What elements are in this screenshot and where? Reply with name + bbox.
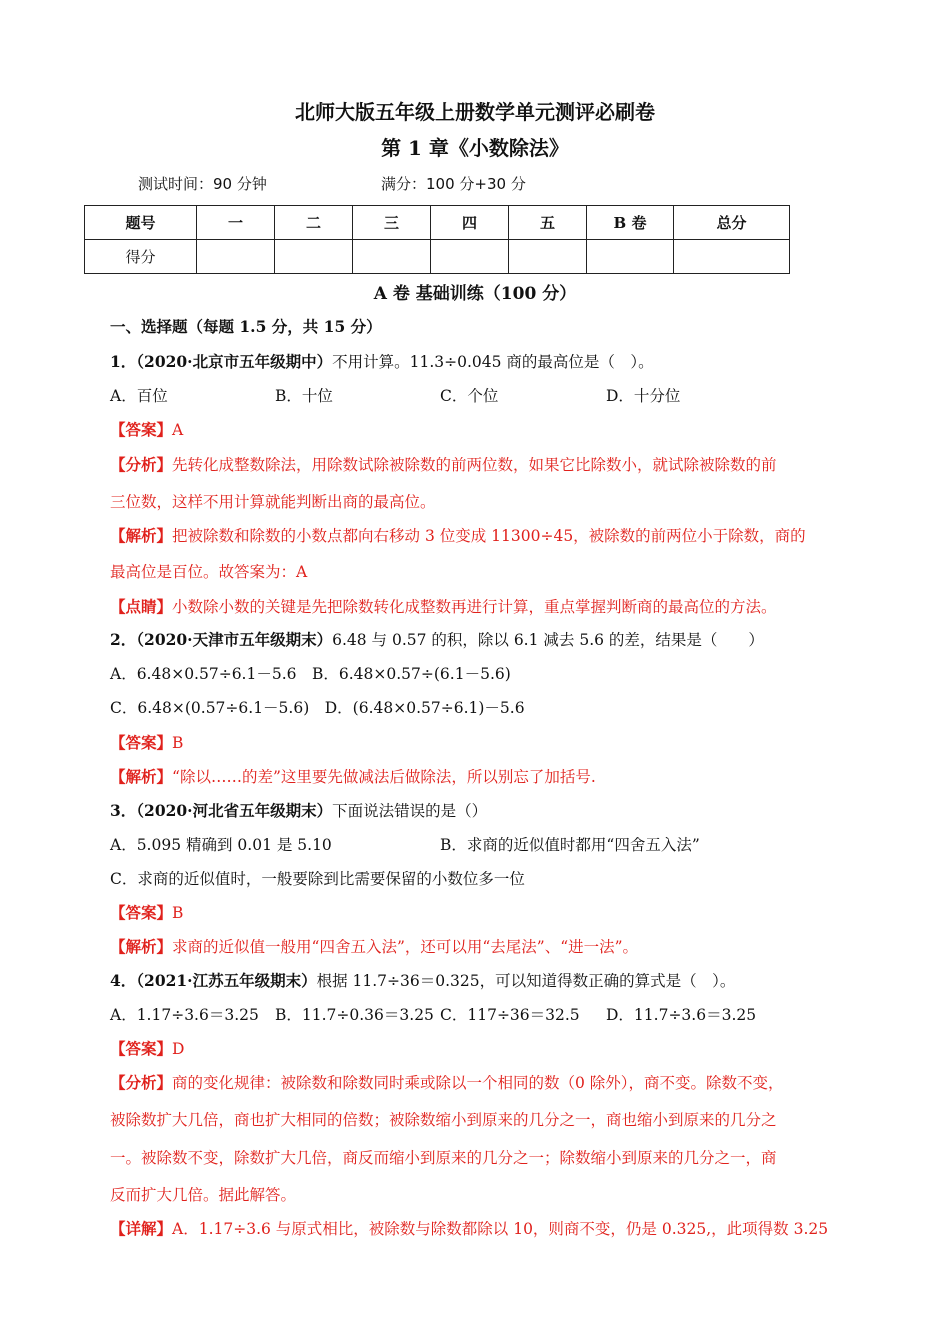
analysis-text: 商的变化规律：被除数和除数同时乘或除以一个相同的数（0 除外），商不变。除数不变， [172, 1074, 784, 1092]
analysis-line: 被除数扩大几倍，商也扩大相同的倍数；被除数缩小到原来的几分之一，商也缩小到原来的几分之 [110, 1111, 777, 1129]
question-text: 不用计算。11.3÷0.045 商的最高位是（ ）。 [332, 353, 654, 371]
detail-text: A．1.17÷3.6 与原式相比，被除数与除数都除以 10，则商不变，仍是 0.325,，此项得数 3.25 [172, 1220, 829, 1238]
answer-value: D [172, 1040, 185, 1058]
option-b: B．11.7÷0.36＝3.25 [275, 1006, 434, 1024]
test-time: 测试时间：90 分钟 [138, 175, 267, 193]
answer-label: 【答案】 [110, 1039, 173, 1058]
detail-label: 【详解】 [110, 1219, 173, 1238]
score-table-score-row [85, 240, 790, 274]
detail-line [110, 1217, 828, 1239]
solution-label: 【解析】 [110, 526, 173, 545]
score-cell [197, 240, 275, 274]
section-a-title: A 卷 基础训练（100 分） [373, 284, 577, 304]
score-cell [353, 240, 431, 274]
solution-line: 最高位是百位。故答案为：A [110, 563, 308, 581]
table-header-cell: 题号 [85, 206, 197, 240]
solution-line [110, 765, 596, 787]
score-table [84, 205, 790, 274]
option-b: B．十位 [275, 387, 333, 405]
answer-line [110, 731, 183, 753]
solution-text: 把被除数和除数的小数点都向右移动 3 位变成 11300÷45，被除数的前两位小于除数，商的 [172, 527, 806, 545]
option-c: C．个位 [440, 387, 499, 405]
answer-value: A [172, 421, 184, 439]
analysis-line [110, 1071, 784, 1093]
answer-label: 【答案】 [110, 420, 173, 439]
tip-line [110, 595, 777, 617]
analysis-line: 反而扩大几倍。据此解答。 [110, 1186, 297, 1204]
analysis-text: 先转化成整数除法，用除数试除被除数的前两位数，如果它比除数小，就试除被除数的前 [172, 456, 777, 474]
analysis-line [110, 453, 777, 475]
answer-label: 【答案】 [110, 903, 173, 922]
score-cell [431, 240, 509, 274]
solution-line [110, 935, 638, 957]
table-header-cell: 三 [353, 206, 431, 240]
solution-text: “除以……的差”这里要先做减法后做除法，所以别忘了加括号. [172, 768, 596, 786]
question-3 [110, 799, 487, 821]
question-number: 1． [110, 352, 137, 371]
question-text: 6.48 与 0.57 的积，除以 6.1 减去 5.6 的差，结果是（ ） [332, 631, 764, 649]
option-a: A．5.095 精确到 0.01 是 5.10 [110, 836, 332, 854]
option-c: C．求商的近似值时，一般要除到比需要保留的小数位多一位 [110, 870, 525, 888]
table-header-cell: 一 [197, 206, 275, 240]
analysis-line: 三位数，这样不用计算就能判断出商的最高位。 [110, 493, 436, 511]
solution-line [110, 524, 806, 546]
question-number: 3． [110, 801, 137, 820]
answer-line [110, 418, 183, 440]
chapter-title: 第 1 章《小数除法》 [381, 136, 569, 160]
table-header-cell: 总分 [674, 206, 790, 240]
answer-value: B [172, 904, 184, 922]
table-header-cell: 五 [509, 206, 587, 240]
option-a: A．1.17÷3.6＝3.25 [110, 1006, 259, 1024]
full-score: 满分：100 分+30 分 [381, 175, 526, 193]
question-number: 2． [110, 630, 137, 649]
tip-label: 【点睛】 [110, 597, 173, 616]
solution-text: 求商的近似值一般用“四舍五入法”，还可以用“去尾法”、“进一法”。 [172, 938, 639, 956]
question-source: （2021·江苏五年级期末） [136, 971, 317, 990]
option-d: D．十分位 [606, 387, 681, 405]
analysis-label: 【分析】 [110, 1073, 173, 1092]
question-number: 4． [110, 971, 137, 990]
question-1 [110, 350, 654, 372]
tip-text: 小数除小数的关键是先把除数转化成整数再进行计算，重点掌握判断商的最高位的方法。 [172, 598, 777, 616]
score-cell [509, 240, 587, 274]
answer-value: B [172, 734, 184, 752]
score-cell [587, 240, 674, 274]
option-a: A．百位 [110, 387, 168, 405]
table-header-cell: B 卷 [587, 206, 674, 240]
doc-title: 北师大版五年级上册数学单元测评必刷卷 [295, 100, 655, 124]
analysis-line: 一。被除数不变，除数扩大几倍，商反而缩小到原来的几分之一；除数缩小到原来的几分之一，商 [110, 1149, 777, 1167]
options-cd: C．6.48×(0.57÷6.1－5.6) D．(6.48×0.57÷6.1)－5.6 [110, 699, 525, 717]
question-text: 根据 11.7÷36＝0.325，可以知道得数正确的算式是（ ）。 [316, 972, 736, 990]
answer-label: 【答案】 [110, 733, 173, 752]
option-c: C．117÷36＝32.5 [440, 1006, 580, 1024]
question-4 [110, 969, 735, 991]
solution-label: 【解析】 [110, 767, 173, 786]
option-b: B．求商的近似值时都用“四舍五入法” [440, 836, 700, 854]
solution-label: 【解析】 [110, 937, 173, 956]
table-header-cell: 四 [431, 206, 509, 240]
part1-title: 一、选择题（每题 1.5 分，共 15 分） [110, 317, 382, 336]
question-source: （2020·天津市五年级期末） [136, 630, 333, 649]
option-d: D．11.7÷3.6＝3.25 [606, 1006, 757, 1024]
table-header-cell: 二 [275, 206, 353, 240]
question-source: （2020·北京市五年级期中） [136, 352, 333, 371]
table-row-label: 得分 [85, 240, 197, 274]
score-cell [275, 240, 353, 274]
question-2 [110, 628, 764, 650]
answer-line [110, 1037, 184, 1059]
question-source: （2020·河北省五年级期末） [136, 801, 333, 820]
options-ab: A．6.48×0.57÷6.1－5.6 B．6.48×0.57÷(6.1－5.6) [110, 665, 511, 683]
question-text: 下面说法错误的是（） [332, 802, 488, 820]
score-table-header-row [85, 206, 790, 240]
answer-line [110, 901, 183, 923]
score-cell [674, 240, 790, 274]
analysis-label: 【分析】 [110, 455, 173, 474]
